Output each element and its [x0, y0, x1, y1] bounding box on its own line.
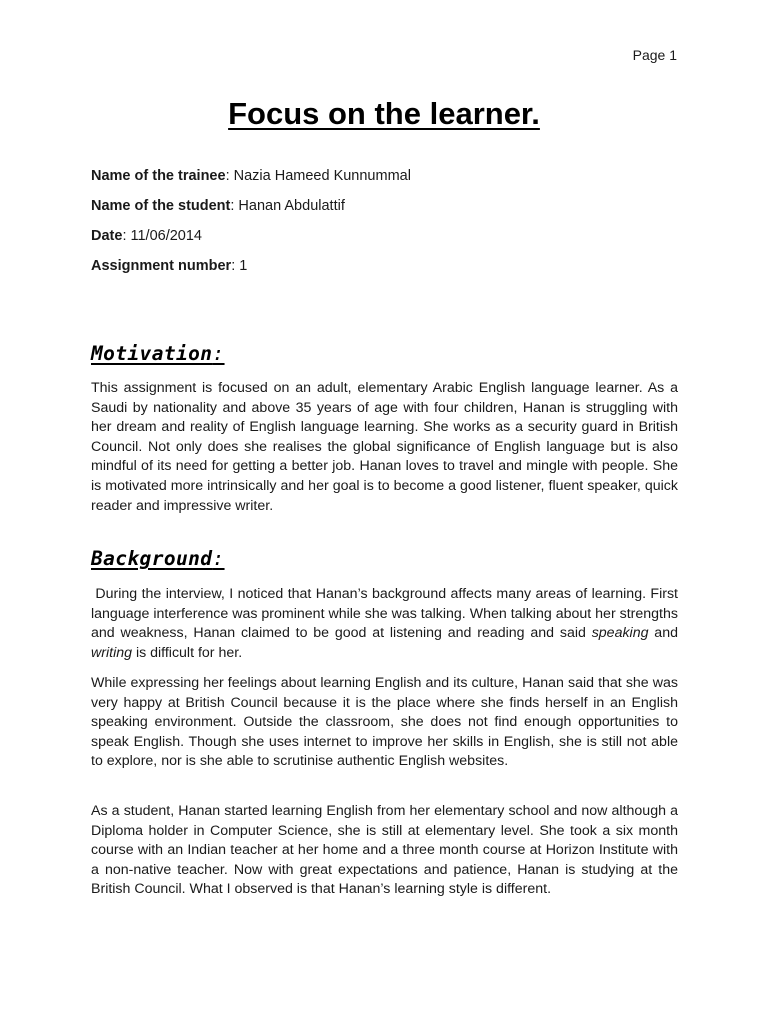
- background-paragraph-3: As a student, Hanan started learning English from her elementary school and now although a Diploma holder in Computer Science, she is still at elementary level. She took a six month course with an Indian teacher at her home and a three month course at Horizon Institute with a non-native teacher. Now with great expectations and patience, Hanan is studying at the British Council. What I observed is that Hanan’s learning style is different.: [91, 803, 678, 898]
- background-paragraph-1: [91, 585, 678, 663]
- motivation-heading-text: Motivation: [91, 342, 213, 365]
- background-paragraph-1-text-a: During the interview, I noticed that Hanan’s background affects many areas of learning. First language interference was prominent while she was talking. When talking about her strengths and weakness, Hanan claimed to be good at listening and reading and said: [91, 586, 679, 642]
- assignment-number-value: : 1: [231, 258, 248, 274]
- motivation-heading-colon: :: [212, 342, 225, 365]
- motivation-paragraph: This assignment is focused on an adult, elementary Arabic English language learner. As a Saudi by nationality and above 35 years of age with four children, Hanan is struggling with her dream and reality of English language learning. She works as a security guard in British Council. Not only does she realises the global significance of English language but is also mindful of its need for getting a better job. Hanan loves to travel and mingle with people. She is motivated more intrinsically and her goal is to become a good listener, fluent speaker, quick reader and impressive writer.: [91, 380, 678, 514]
- assignment-number-label: Assignment number: [91, 258, 232, 274]
- assignment-details: [91, 166, 681, 286]
- speaking-emphasis: speaking: [591, 625, 649, 642]
- background-heading-colon: :: [212, 547, 225, 570]
- background-heading: [91, 547, 225, 570]
- student-name-row: [91, 196, 681, 226]
- trainee-name-row: [91, 166, 681, 196]
- background-paragraph-1-text-c: is difficult for her.: [132, 644, 243, 661]
- motivation-heading: [91, 342, 225, 365]
- background-paragraph-1-text-b: and: [648, 625, 678, 642]
- assignment-number-row: [91, 256, 681, 286]
- background-paragraph-2: While expressing her feelings about learning English and its culture, Hanan said that she was very happy at British Council because it is the place where she finds herself in an English speaking environment. Outside the classroom, she does not find enough opportunities to speak English. Though she uses internet to improve her skills in English, she is still not able to explore, nor is she able to scrutinise authentic English websites.: [91, 675, 678, 770]
- date-value: : 11/06/2014: [122, 228, 202, 244]
- background-heading-text: Background: [91, 547, 213, 570]
- student-name-label: Name of the student: [91, 198, 231, 214]
- student-name-value: : Hanan Abdulattif: [230, 198, 345, 214]
- date-row: [91, 226, 681, 256]
- trainee-name-label: Name of the trainee: [91, 168, 226, 184]
- writing-emphasis: writing: [91, 644, 132, 661]
- document-title: Focus on the learner.: [228, 96, 540, 131]
- date-label: Date: [91, 228, 123, 244]
- trainee-name-value: : Nazia Hameed Kunnummal: [225, 168, 411, 184]
- page-number: Page 1: [632, 47, 677, 63]
